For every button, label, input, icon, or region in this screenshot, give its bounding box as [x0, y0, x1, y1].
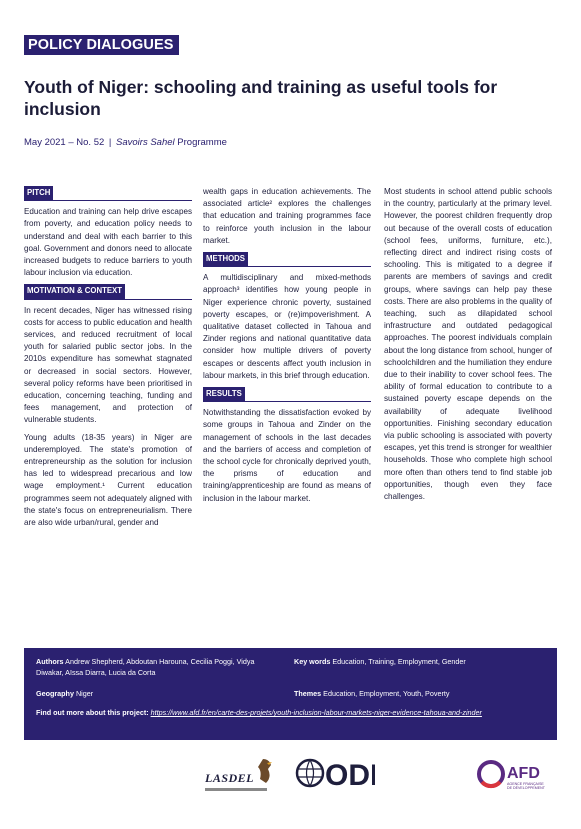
geography-value: Niger [75, 689, 94, 698]
odi-logo [295, 758, 375, 797]
odi-wordmark: ODI [325, 759, 375, 792]
geography-label: Geography [36, 689, 74, 698]
afd-subtitle-2: DE DÉVELOPPEMENT [507, 786, 545, 790]
themes-label: Themes [294, 689, 322, 698]
issue-date-number: May 2021 – No. 52 [24, 137, 105, 148]
themes-block [294, 689, 449, 700]
methods-heading-rule [203, 252, 371, 267]
lasdel-wordmark: LASDEL [205, 771, 255, 785]
programme-name: Savoirs Sahel [116, 137, 175, 148]
project-link[interactable]: https://www.afd.fr/en/carte-des-projets/youth-inclusion-labour-markets-niger-evidence-tahoua-and-zinder [150, 708, 482, 717]
lasdel-logo [205, 761, 267, 785]
authors-label: Authors [36, 657, 64, 666]
keywords-value: Education, Training, Employment, Gender [332, 657, 466, 666]
afd-logo [476, 758, 556, 799]
motivation-heading-rule [24, 284, 192, 299]
results-continued: Most students in school attend public schools in the country, particularly at the primary level. However, the poorest children frequently drop out because of the overall costs of education (school fees, uniforms, furniture, etc.), reflecting direct and indirect rising costs of schooling. This is mitigated to a degree if parents are members of savings and credit groups, where savings can help pay these costs. There are also problems in the quality of teaching, such as dilapidated school infrastructure and outdated pedagogical approaches. The poorest individuals complain about the long distance from school, hunger of schoolchildren and the humiliation they endure due to their inability to cover school fees. The ability of formal education to contribute to a sustained poverty escape depends on the availability of adequate livelihood opportunities. Finishing secondary education via public schooling is associated with poverty escapes, yet this trend is stronger for wealthier households. Those who complete high school more often than others tend to find stable job opportunities, though even they face challenges. [384, 187, 552, 502]
methods-heading: METHODS [203, 252, 248, 266]
issue-meta [24, 137, 227, 148]
programme-word: Programme [177, 137, 227, 148]
afd-subtitle-1: AGENCE FRANÇAISE [507, 782, 544, 786]
series-banner: POLICY DIALOGUES [24, 35, 179, 55]
pitch-text: Education and training can help drive escapes from poverty, and education policy needs to understand and deal with each barrier to this goal. Government and donors need to allocate increased budgets to reduce barriers to youth labour inclusion via education. [24, 207, 192, 278]
authors-block [36, 657, 281, 678]
partner-logos [0, 755, 581, 805]
pitch-heading: PITCH [24, 186, 53, 200]
context-continued: wealth gaps in education achievements. The associated article² explores the challenges that education and training programmes face to reinforce youth inclusion in the labour market. [203, 187, 371, 245]
afd-ring-icon [476, 758, 556, 794]
results-heading: RESULTS [203, 387, 245, 401]
motivation-paragraph-2: Young adults (18-35 years) in Niger are underemployed. The state's promotion of entrepreneurship as the solution for inclusion has led to widespread precarious and low wage employment.¹ Current education programmes seem not adequately aligned with the state's focus on entrepreneurialism. There are also wide urban/rural, gender and [24, 432, 192, 528]
findout-block [36, 708, 541, 719]
keywords-label: Key words [294, 657, 331, 666]
findout-label: Find out more about this project: [36, 708, 149, 717]
motivation-paragraph-1: In recent decades, Niger has witnessed rising costs for access to public education and health services, and reduced recruitment of local youth for salaried public sector jobs. In the 2010s expenditure has somewhat stagnated or decreased in social sectors. However, several policy reforms have been prioritised in education, concerning teaching, funding and fees management, and protection of vulnerable students. [24, 305, 192, 425]
afd-wordmark: AFD [507, 765, 540, 782]
results-heading-rule [203, 387, 371, 402]
authors-value: Andrew Shepherd, Abdoutan Harouna, Cecilia Poggi, Vidya Diwakar, Aïssa Diarra, Lucia da Corta [36, 657, 255, 677]
lasdel-tagline-bar [205, 788, 267, 791]
meta-separator: | [108, 137, 112, 148]
keywords-block [294, 657, 544, 668]
pitch-heading-rule [24, 186, 192, 201]
document-title: Youth of Niger: schooling and training as useful tools for inclusion [24, 77, 498, 119]
info-footer [24, 648, 557, 740]
geography-block [36, 689, 93, 700]
results-text: Notwithstanding the dissatisfaction evoked by some groups in Tahoua and Zinder on the management of schools in the last decades and the barriers of access and completion of the school cycle for chronically deprived youth, the prisms of education and training/apprenticeship are found as means of inclusion in the labour market. [203, 408, 371, 503]
column-1 [24, 186, 192, 534]
odi-globe-icon [295, 758, 375, 792]
column-3 [384, 186, 552, 508]
themes-value: Education, Employment, Youth, Poverty [323, 689, 450, 698]
motivation-heading: MOTIVATION & CONTEXT [24, 284, 125, 298]
methods-text: A multidisciplinary and mixed-methods approach³ identifies how young people in Niger experience chronic poverty, sustained poverty escapes, or (re)impoverishment. A qualitative dataset collected in Tahoua and Zinder regions and national quantitative data consider how multiple drivers of poverty escapes or descents affect youth inclusion in labour markets, in this brief through education. [203, 273, 371, 380]
column-2 [203, 186, 371, 510]
